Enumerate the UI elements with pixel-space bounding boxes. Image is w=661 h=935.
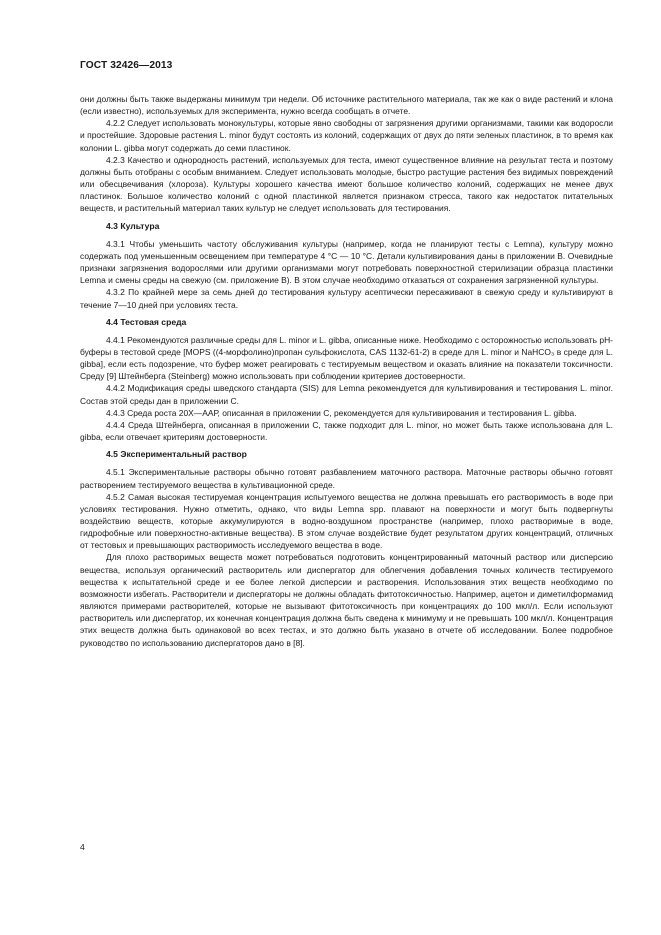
paragraph-4-5-2: 4.5.2 Самая высокая тестируемая концентрация испытуемого вещества не должна превышать его растворимость в воде при условиях тестирования. Нужно отметить, однако, что виды Lemna spp. плавают на поверхности и могут быть подвергнуты воздействию веществ, которые аккумулируются в водно-воздушном пространстве (например, плохо растворимые в воде, гидрофобные или поверхностно-активные вещества). В этом случае воздействие будет результатом других концентраций, отличных от тестовых и превышающих растворимость исследуемого вещества в воде. <box>80 491 613 551</box>
paragraph-4-4-3: 4.4.3 Среда роста 20Х—ААР, описанная в приложении С, рекомендуется для культивирования и тестирования L. gibba. <box>106 407 577 418</box>
paragraph-intro: они должны быть также выдержаны минимум три недели. Об источнике растительного материала, так же как о виде растений и клона (если известно), используемых для эксперимента, нужно всегда сообщать в отчете. <box>80 94 613 117</box>
paragraph-4-4-4: 4.4.4 Среда Штейнберга, описанная в приложении С, также подходит для L. minor, но может быть также использована для L. gibba, если отвечает критериям достоверности. <box>80 419 613 443</box>
paragraph-4-3-2: 4.3.2 По крайней мере за семь дней до тестирования культуру асептически пересаживают в свежую среду и культивируют в течение 7—10 дней при условиях теста. <box>80 287 613 310</box>
page-number: 4 <box>80 842 85 852</box>
paragraph-4-4-2: 4.4.2 Модификация среды шведского стандарта (SIS) для Lemna рекомендуется для культивирования и тестирования L. minor. Состав этой среды дан в приложении С. <box>80 383 613 406</box>
paragraph-4-5-1: 4.5.1 Экспериментальные растворы обычно готовят разбавлением маточного раствора. Маточные растворы обычно готовят растворением тестируемого вещества в культивационной среде. <box>80 467 613 490</box>
document-page <box>80 60 613 649</box>
paragraph-4-2-2: 4.2.2 Следует использовать монокультуры, которые явно свободны от загрязнения другими организмами, такими как водоросли и простейшие. Здоровые растения L. minor будут состоять из колоний, содержащих от двух до пяти зеленых пластинок, в то время как колонии L. gibba могут содержать до семи пластинок. <box>80 118 613 153</box>
document-body <box>80 93 613 649</box>
section-heading-4-5: 4.5 Экспериментальный раствор <box>106 449 247 460</box>
paragraph-4-2-3: 4.2.3 Качество и однородность растений, используемых для теста, имеют существенное влияние на результат теста и поэтому должны быть отобраны с особым вниманием. Следует использовать молодые, быстро растущие растения без видимых повреждений или обесцвечивания (хлороза). Культуры хорошего качества имеют большое количество колоний, содержащих не менее двух пластинок. Большое количество колоний с одной пластинкой является признаком стресса, такого как недостаток питательных веществ, и растительный материал таких культур не следует использовать для тестирования. <box>80 154 613 214</box>
paragraph-4-4-1: 4.4.1 Рекомендуются различные среды для L. minor и L. gibba, описанные ниже. Необходимо с осторожностью использовать рН-буферы в тестовой среде [MOPS ((4-морфолино)пропан сульфокислота, CAS 1132-61-2) в среде для L. minor и NaHCO₃ в среде для L. gibba], если есть подозрение, что буфер может реагировать с тестируемым веществом и оказать влияние на показатели токсичности. Среду [9] Штейнберга (Steinberg) можно использовать при соблюдении критериев достоверности. <box>80 334 613 382</box>
section-heading-4-3: 4.3 Культура <box>106 220 160 231</box>
section-heading-4-4: 4.4 Тестовая среда <box>106 316 187 327</box>
document-header: ГОСТ 32426—2013 <box>80 60 173 71</box>
paragraph-4-3-1: 4.3.1 Чтобы уменьшить частоту обслуживания культуры (например, когда не планируют тесты с Lemna), культуру можно содержать под уменьшенным освещением при температуре 4 °С — 10 °С. Детали культивирования даны в приложении В. Очевидные признаки загрязнения водорослями или другими организмами могут потребовать поверхностной стерилизации образца пластинки Lemna и смены среды на свежую (см. приложение В). В этом случае необходимо отказаться от сохранения загрязненной культуры. <box>80 238 613 286</box>
paragraph-last: Для плохо растворимых веществ может потребоваться подготовить концентрированный маточный раствор или дисперсию вещества, используя органический растворитель или диспергатор для облегчения добавления точных количеств тестируемого вещества к испытательной среде и ее более легкой дисперсии и растворения. Использования этих веществ необходимо по возможности избегать. Растворители и диспергаторы не должны обладать фитотоксичностью. Например, ацетон и диметилформамид являются примерами растворителей, которые не вызывают фитотоксичность при концентрациях до 100 мкл/л. Если используют растворитель или диспергатор, их конечная концентрация должна быть сведена к минимуму и не превышать 100 мкл/л. Концентрация этих веществ должна быть одинаковой во всех тестах, и это должно быть указано в отчете об исследовании. Более подробное руководство по использованию диспергаторов дано в [8]. <box>80 552 613 648</box>
